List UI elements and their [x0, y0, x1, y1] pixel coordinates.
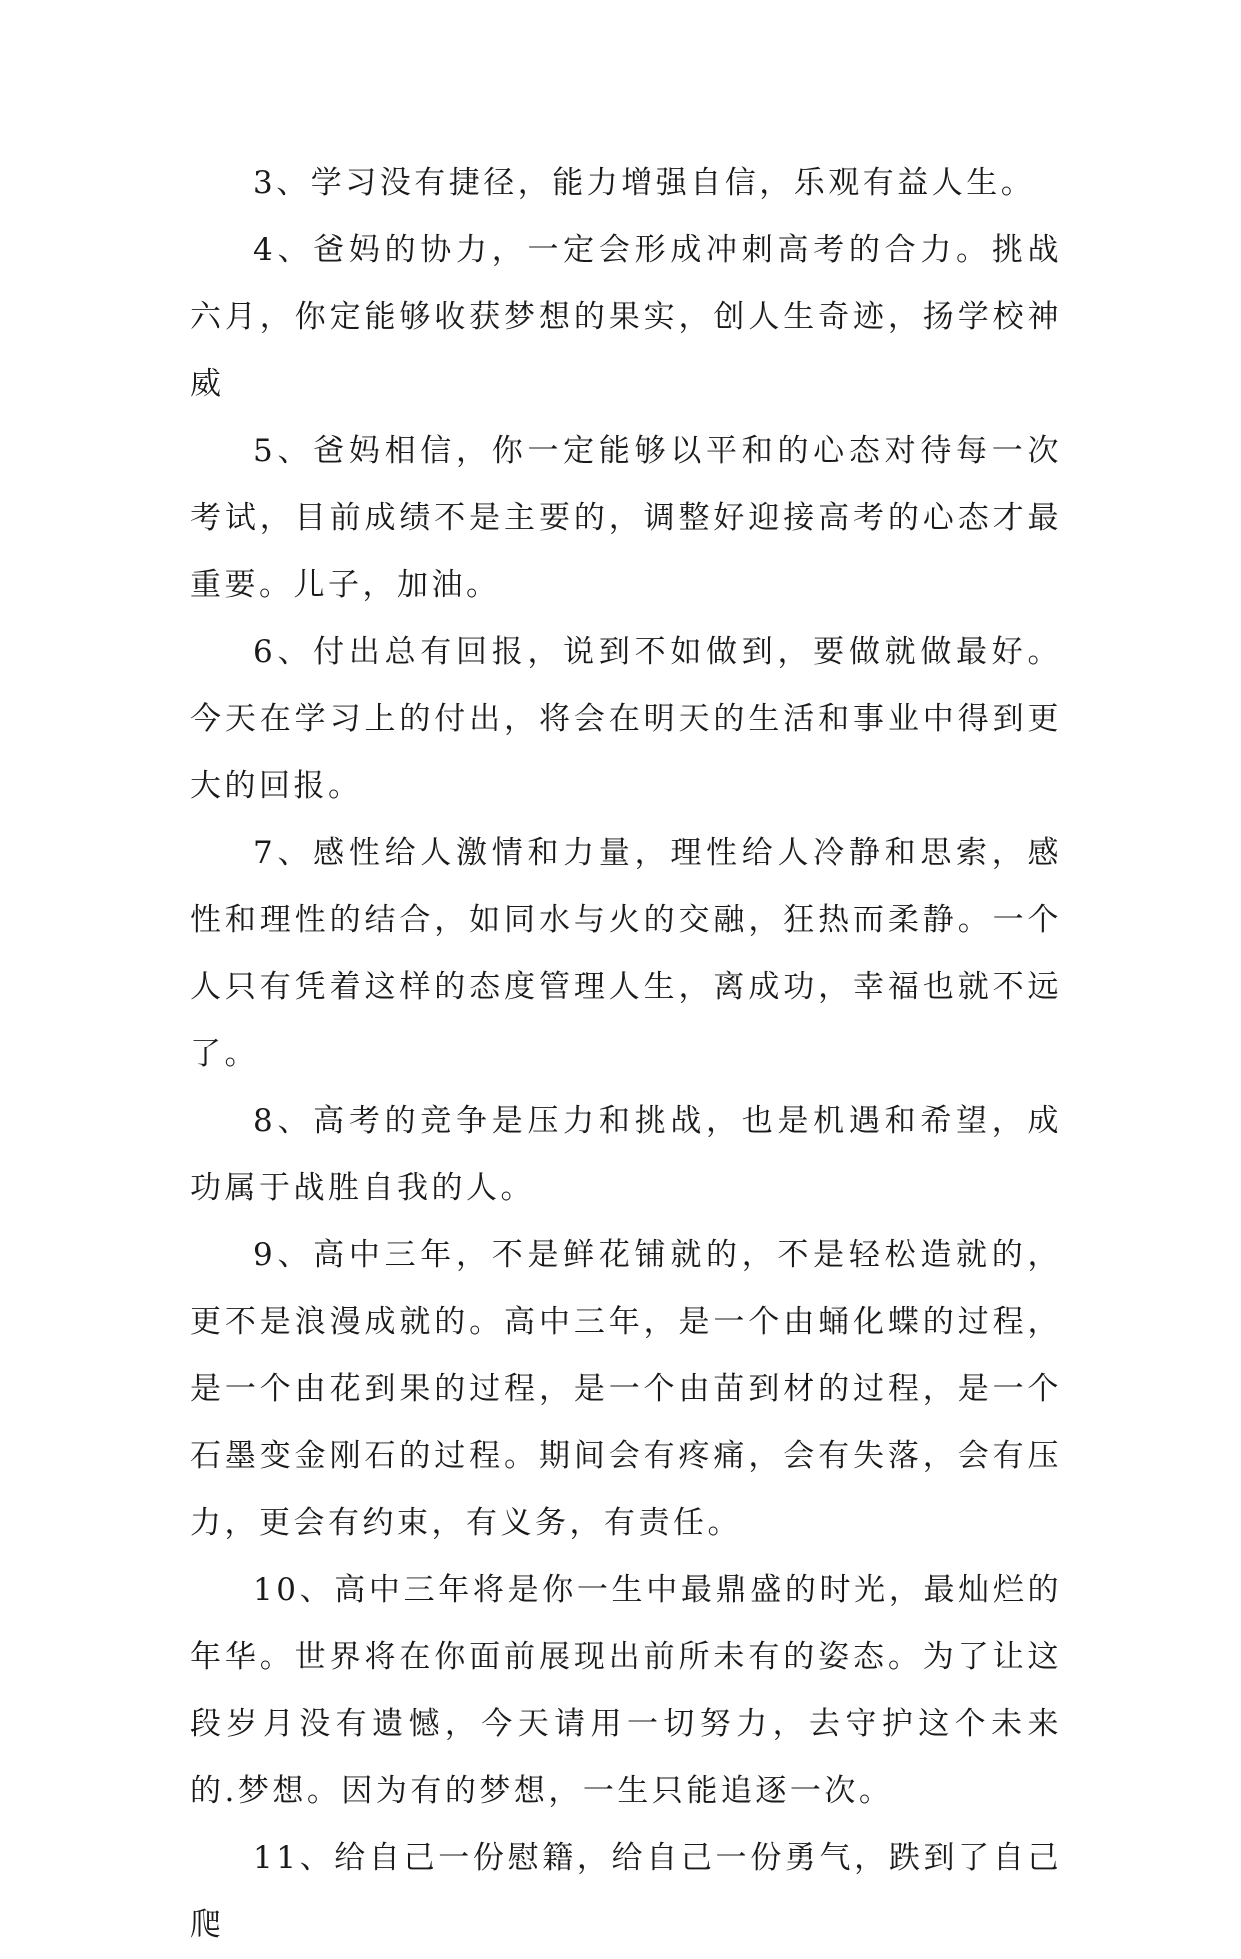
paragraph-3: 3、学习没有捷径，能力增强自信，乐观有益人生。: [253, 165, 1036, 201]
document-body: [190, 150, 1062, 1959]
paragraph-8: 8、高考的竞争是压力和挑战，也是机遇和希望，成功属于战胜自我的人。: [190, 1103, 1062, 1206]
paragraph-7: 7、感性给人激情和力量，理性给人冷静和思索，感性和理性的结合，如同水与火的交融，狂热而柔静。一个人只有凭着这样的态度管理人生，离成功，幸福也就不远了。: [190, 835, 1062, 1072]
paragraph-11: 11、给自己一份慰籍，给自己一份勇气，跌到了自己爬: [190, 1840, 1062, 1943]
paragraph-5: 5、爸妈相信，你一定能够以平和的心态对待每一次考试，目前成绩不是主要的，调整好迎接高考的心态才最重要。儿子，加油。: [190, 433, 1062, 603]
paragraph-10: 10、高中三年将是你一生中最鼎盛的时光，最灿烂的年华。世界将在你面前展现出前所未有的姿态。为了让这段岁月没有遗憾，今天请用一切努力，去守护这个未来的.梦想。因为有的梦想，一生只能追逐一次。: [190, 1572, 1062, 1809]
paragraph-6: 6、付出总有回报，说到不如做到，要做就做最好。今天在学习上的付出，将会在明天的生活和事业中得到更大的回报。: [190, 634, 1062, 804]
paragraph-4: 4、爸妈的协力，一定会形成冲刺高考的合力。挑战六月，你定能够收获梦想的果实，创人生奇迹，扬学校神威: [190, 232, 1062, 402]
paragraph-9: 9、高中三年，不是鲜花铺就的，不是轻松造就的，更不是浪漫成就的。高中三年，是一个由蛹化蝶的过程，是一个由花到果的过程，是一个由苗到材的过程，是一个石墨变金刚石的过程。期间会有疼痛，会有失落，会有压力，更会有约束，有义务，有责任。: [190, 1237, 1062, 1541]
